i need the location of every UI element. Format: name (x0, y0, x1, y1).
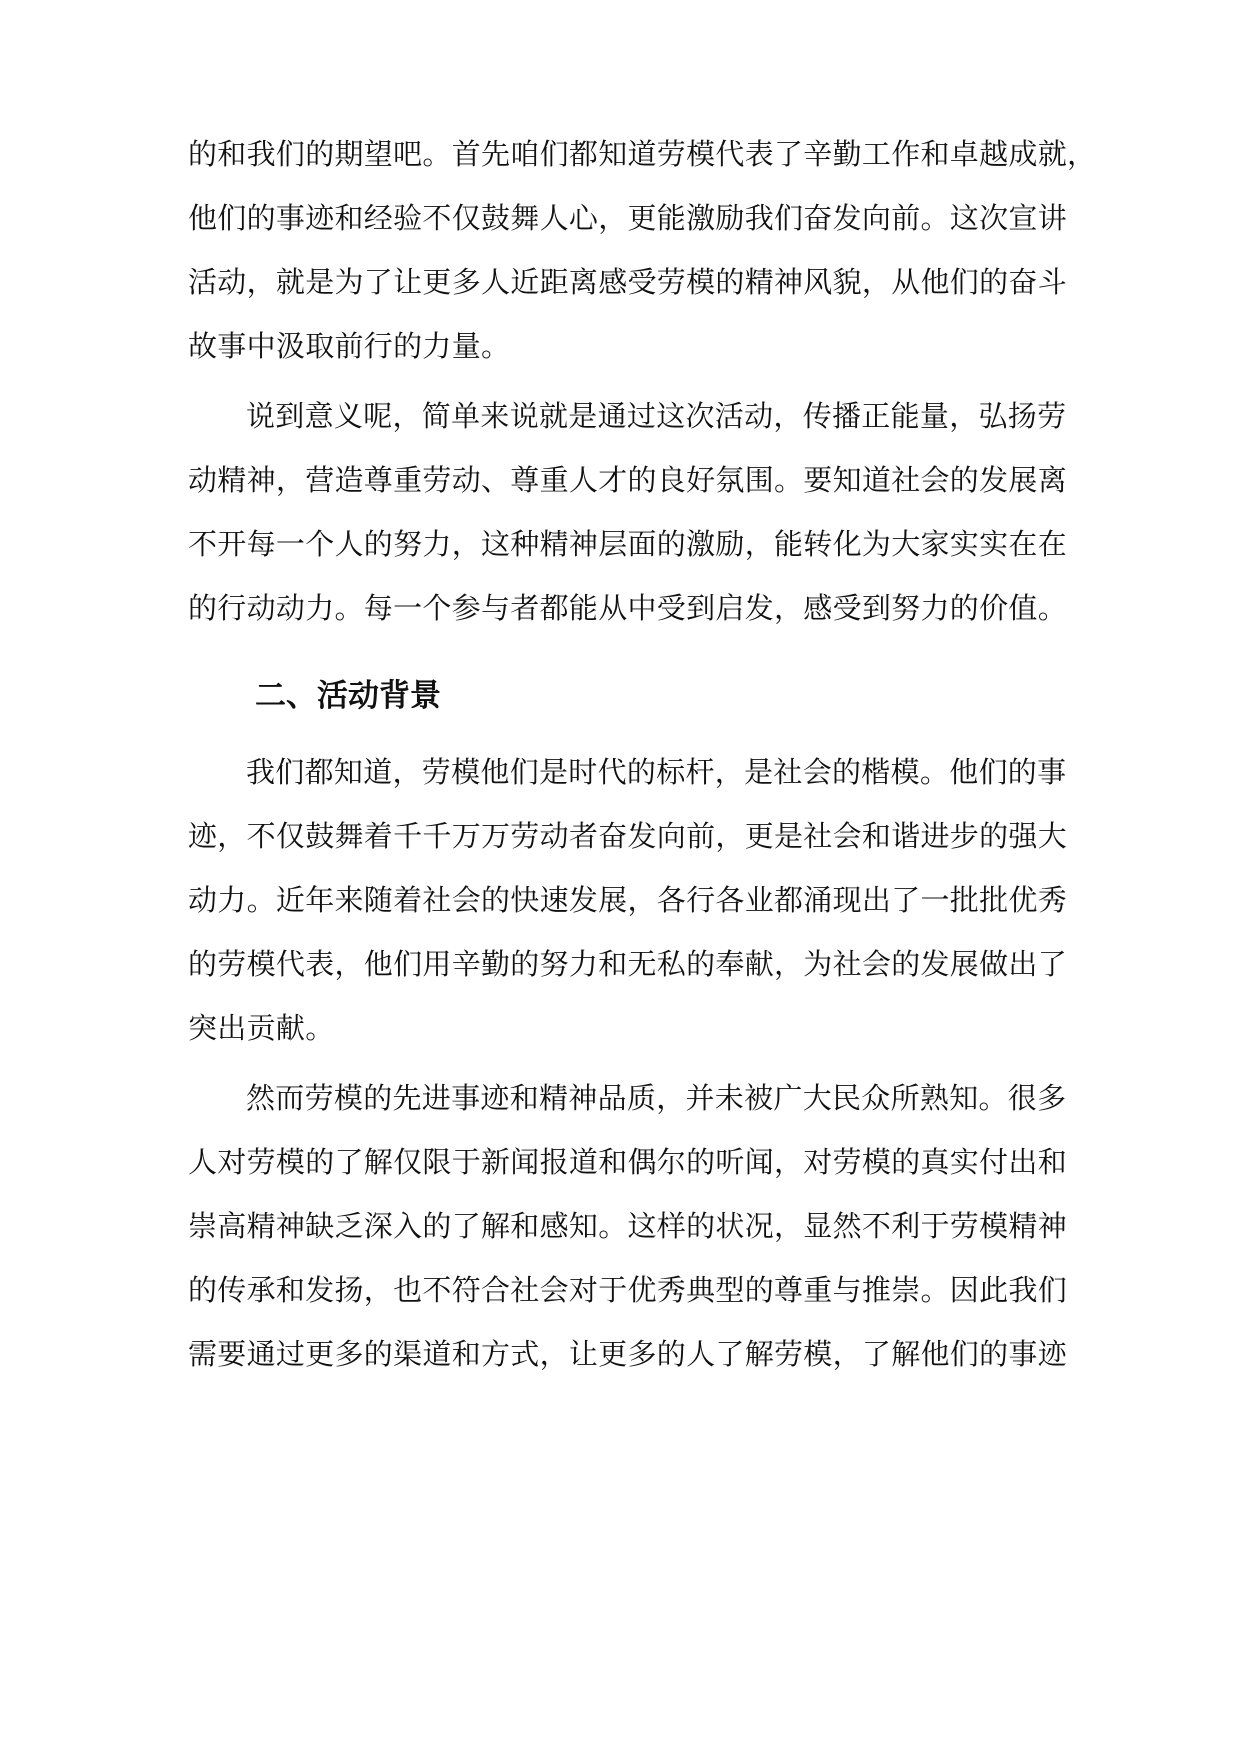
paragraph-line: 他们的事迹和经验不仅鼓舞人心，更能激励我们奋发向前。这次宣讲 (188, 201, 1068, 235)
paragraph-line: 然而劳模的先进事迹和精神品质，并未被广大民众所熟知。很多 (246, 1081, 1067, 1115)
paragraph-line: 不开每一个人的努力，这种精神层面的激励，能转化为大家实实在在 (188, 527, 1068, 561)
paragraph-line: 需要通过更多的渠道和方式，让更多的人了解劳模，了解他们的事迹 (188, 1337, 1068, 1371)
paragraph-line: 活动，就是为了让更多人近距离感受劳模的精神风貌，从他们的奋斗 (188, 265, 1068, 299)
paragraph-line: 动精神，营造尊重劳动、尊重人才的良好氛围。要知道社会的发展离 (188, 463, 1068, 497)
paragraph-line: 突出贡献。 (188, 1011, 335, 1045)
paragraph-line: 故事中汲取前行的力量。 (188, 329, 511, 363)
paragraph-line: 的劳模代表，他们用辛勤的努力和无私的奉献，为社会的发展做出了 (188, 947, 1068, 981)
paragraph-line: 的和我们的期望吧。首先咱们都知道劳模代表了辛勤工作和卓越成就， (188, 137, 1097, 171)
paragraph-line: 崇高精神缺乏深入的了解和感知。这样的状况，显然不利于劳模精神 (188, 1209, 1068, 1243)
paragraph-line: 迹，不仅鼓舞着千千万万劳动者奋发向前，更是社会和谐进步的强大 (188, 819, 1068, 853)
paragraph-line: 人对劳模的了解仅限于新闻报道和偶尔的听闻，对劳模的真实付出和 (188, 1145, 1068, 1179)
paragraph-line: 说到意义呢，简单来说就是通过这次活动，传播正能量，弘扬劳 (246, 399, 1067, 433)
paragraph-line: 动力。近年来随着社会的快速发展，各行各业都涌现出了一批批优秀 (188, 883, 1068, 917)
paragraph-line: 的行动动力。每一个参与者都能从中受到启发，感受到努力的价值。 (188, 591, 1068, 625)
paragraph-line: 我们都知道，劳模他们是时代的标杆，是社会的楷模。他们的事 (246, 755, 1067, 789)
section-heading: 二、活动背景 (255, 678, 441, 714)
paragraph-line: 的传承和发扬，也不符合社会对于优秀典型的尊重与推崇。因此我们 (188, 1273, 1068, 1307)
